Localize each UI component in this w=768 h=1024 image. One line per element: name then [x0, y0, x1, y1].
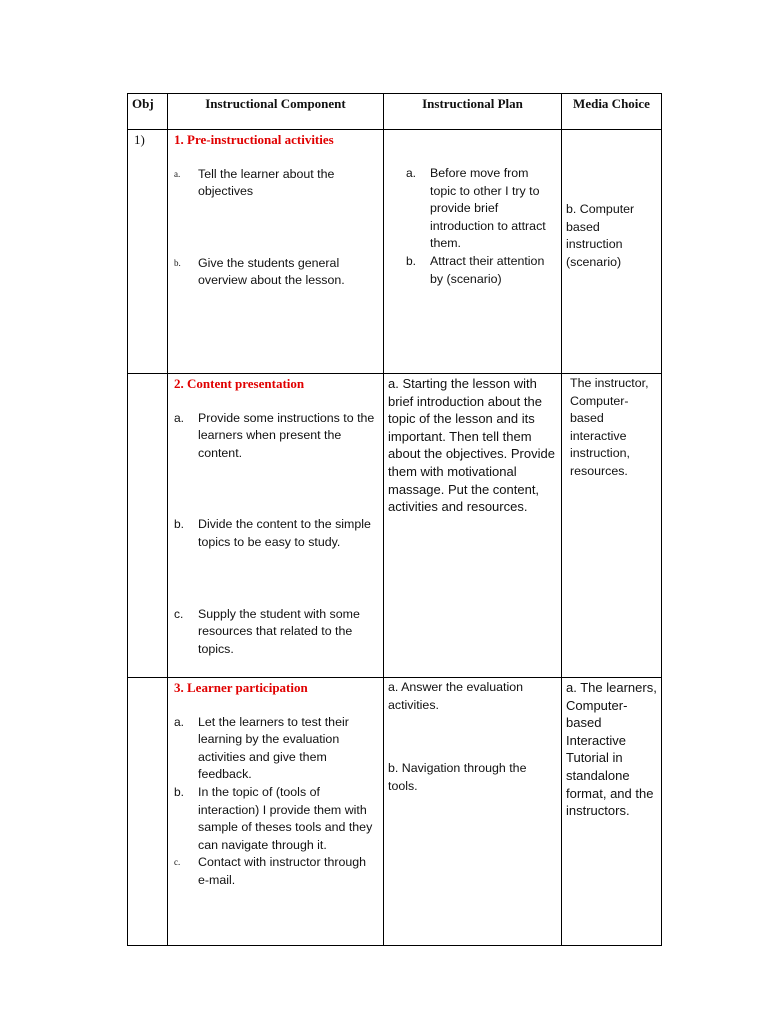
- media-cell: a. The learners, Computer-based Interactive Tutorial in standalone format, and the instructors.: [562, 678, 662, 946]
- section-title: 3. Learner participation: [174, 680, 308, 695]
- obj-cell: [128, 374, 168, 678]
- component-cell: [168, 130, 384, 374]
- media-text: The instructor, Computer-based interactive instruction, resources.: [570, 376, 649, 478]
- list-marker: a.: [174, 714, 185, 729]
- header-obj: Obj: [128, 94, 168, 130]
- list-text: Provide some instructions to the learners when present the content.: [198, 410, 375, 460]
- list-item: [174, 784, 379, 854]
- list-marker: b.: [174, 257, 181, 268]
- table-header-row: [128, 94, 662, 130]
- list-marker: a.: [174, 168, 181, 179]
- list-marker: a.: [406, 166, 417, 180]
- section-title: 1. Pre-instructional activities: [174, 132, 334, 147]
- list-item: [174, 166, 379, 201]
- list-item: [174, 410, 379, 463]
- list-text: Divide the content to the simple topics to be easy to study.: [198, 517, 371, 549]
- list-item: [174, 255, 379, 290]
- list-marker: c.: [174, 857, 181, 868]
- list-item: [406, 253, 557, 288]
- component-cell: [168, 374, 384, 678]
- obj-cell: [128, 678, 168, 946]
- table-row: [128, 130, 662, 374]
- table-row: [128, 678, 662, 946]
- list-item: [406, 165, 557, 253]
- list-marker: b.: [174, 517, 185, 532]
- plan-cell: [384, 678, 562, 946]
- list-text: Supply the student with some resources that related to the topics.: [198, 606, 360, 656]
- list-text: Let the learners to test their learning by the evaluation activities and give them feedback.: [198, 714, 349, 782]
- plan-cell: [384, 130, 562, 374]
- list-text: Contact with instructor through e-mail.: [198, 855, 367, 887]
- list-text: In the topic of (tools of interaction) I provide them with sample of theses tools and they can navigate through it.: [198, 784, 373, 852]
- media-cell: [562, 130, 662, 374]
- list-marker: b.: [174, 784, 185, 799]
- list-marker: c.: [174, 606, 184, 621]
- header-component: Instructional Component: [168, 94, 384, 130]
- obj-cell: 1): [128, 130, 168, 374]
- header-media: Media Choice: [562, 94, 662, 130]
- table-row: [128, 374, 662, 678]
- header-plan: Instructional Plan: [384, 94, 562, 130]
- component-cell: [168, 678, 384, 946]
- section-title: 2. Content presentation: [174, 376, 305, 391]
- plan-text-b: b. Navigation through the tools.: [388, 761, 527, 793]
- media-text: b. Computer based instruction (scenario): [566, 202, 635, 269]
- list-item: [174, 516, 379, 551]
- list-item: [174, 854, 379, 889]
- list-text: Attract their attention by (scenario): [430, 253, 545, 286]
- plan-cell: a. Starting the lesson with brief introduction about the topic of the lesson and its important. Then tell them about the objectives. Provide them with motivational massage. Put the content, activities and resources.: [384, 374, 562, 678]
- plan-text-a: a. Answer the evaluation activities.: [388, 680, 524, 712]
- list-marker: b.: [406, 253, 417, 268]
- list-item: [174, 714, 379, 784]
- list-marker: a.: [174, 410, 185, 425]
- instructional-plan-table: [127, 93, 662, 946]
- list-text: Tell the learner about the objectives: [198, 166, 335, 199]
- media-cell: [562, 374, 662, 678]
- list-item: [174, 606, 379, 659]
- list-text: Give the students general overview about the lesson.: [198, 255, 345, 288]
- list-text: Before move from topic to other I try to provide brief introduction to attract them.: [430, 166, 546, 251]
